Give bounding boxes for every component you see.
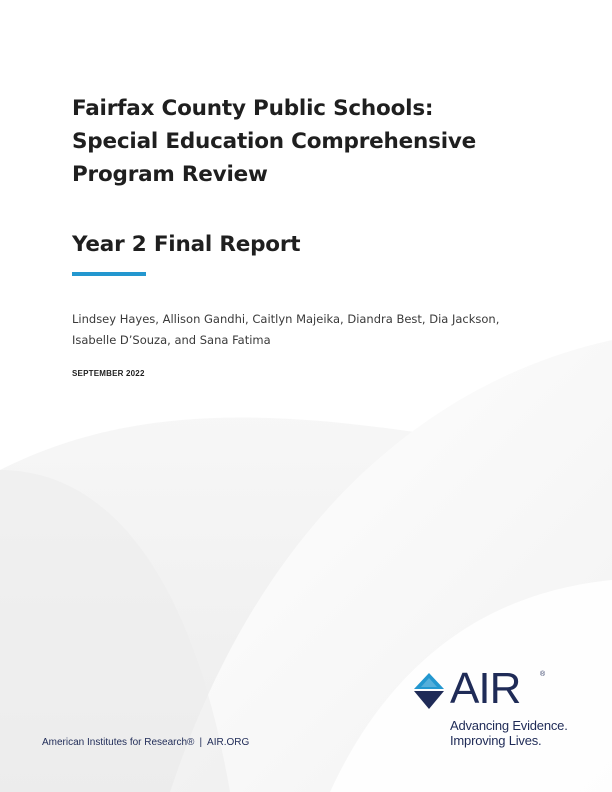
air-diamond-logo-icon	[413, 672, 445, 710]
author-list	[72, 309, 542, 351]
author-line: Lindsey Hayes, Allison Gandhi, Caitlyn Majeika, Diandra Best, Dia Jackson,	[72, 312, 500, 326]
registered-mark: ®	[540, 671, 546, 678]
title-line: Program Review	[72, 162, 268, 187]
footer-site-link[interactable]: AIR.ORG	[207, 737, 250, 748]
publication-date: SEPTEMBER 2022	[72, 369, 145, 378]
air-wordmark: AIR	[450, 664, 521, 713]
title-line: Special Education Comprehensive	[72, 129, 477, 154]
title-line: Fairfax County Public Schools:	[72, 96, 434, 121]
accent-divider	[72, 272, 146, 276]
footer	[42, 737, 249, 748]
logo-tagline	[450, 718, 568, 748]
tagline-line: Improving Lives.	[450, 733, 542, 748]
footer-org: American Institutes for Research®	[42, 737, 195, 748]
report-title	[72, 92, 552, 191]
author-line: Isabelle D’Souza, and Sana Fatima	[72, 333, 271, 347]
tagline-line: Advancing Evidence.	[450, 718, 568, 733]
report-subtitle: Year 2 Final Report	[72, 232, 301, 257]
footer-separator: |	[199, 737, 203, 748]
